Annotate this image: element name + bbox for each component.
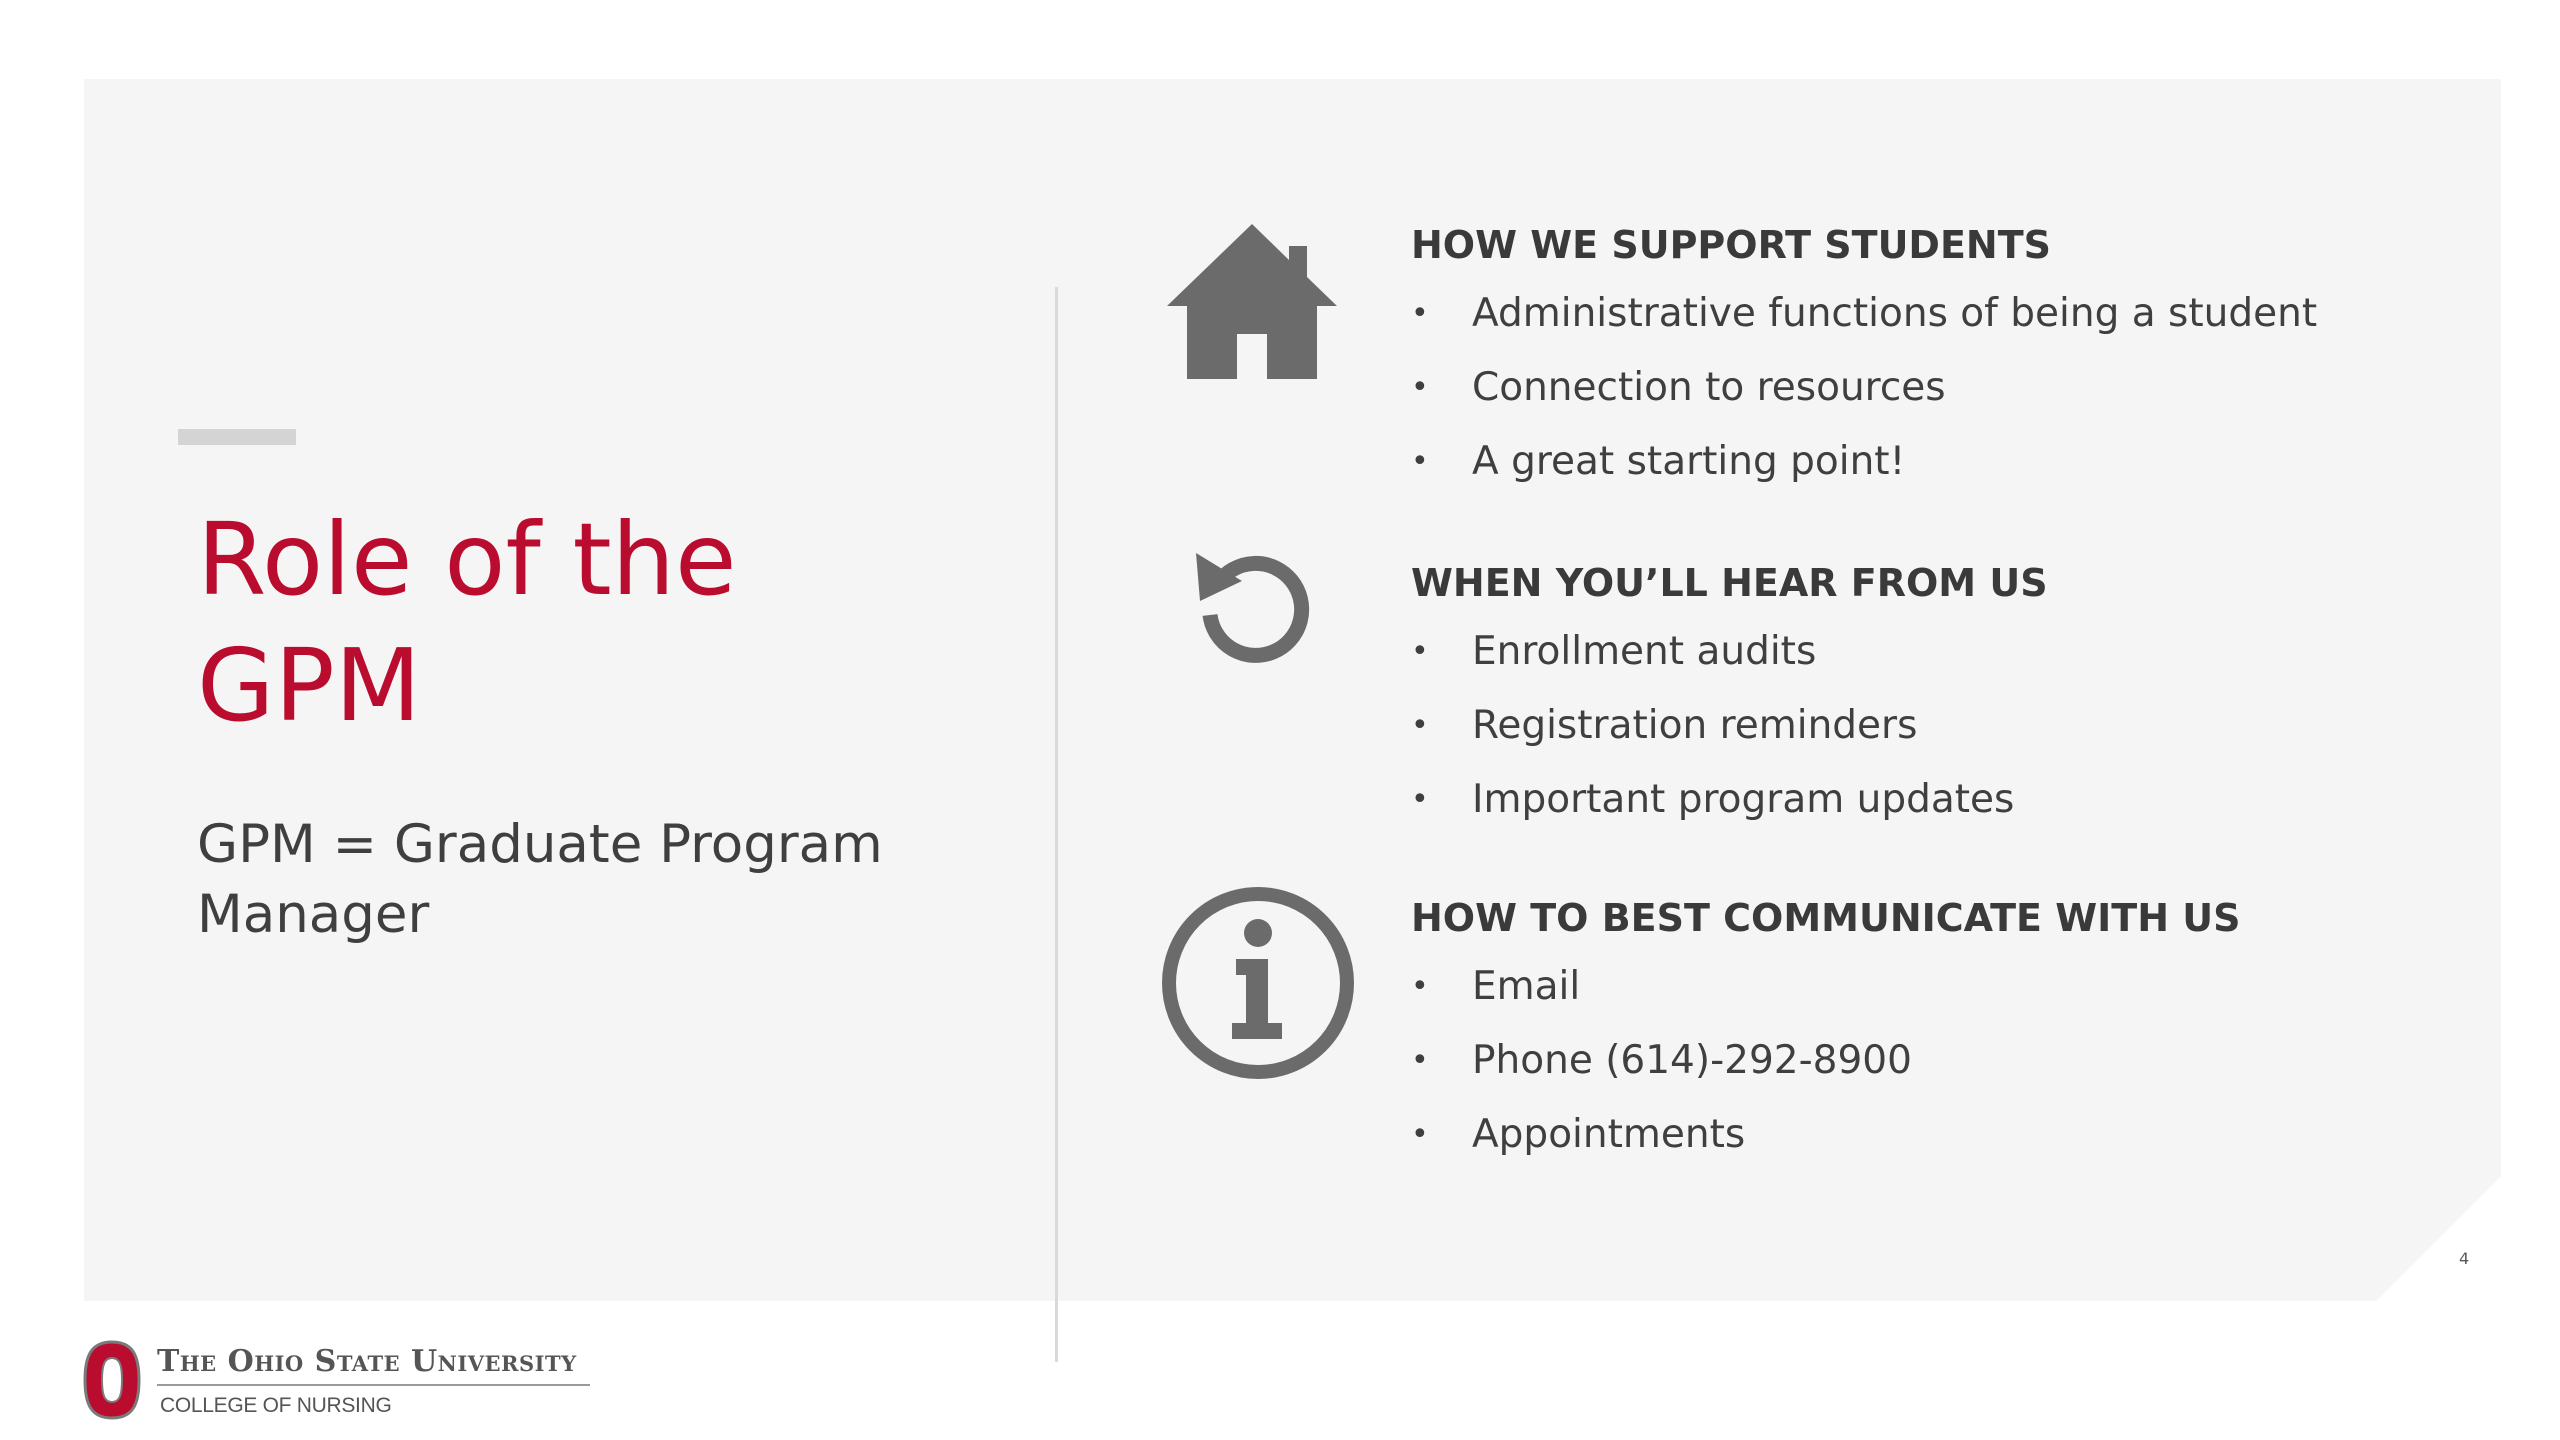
section-heading: HOW WE SUPPORT STUDENTS <box>1411 223 2052 267</box>
bullet-dot: • <box>1411 969 1429 1004</box>
bullet-text: Administrative functions of being a student <box>1472 291 2318 336</box>
bullet-dot: • <box>1411 444 1429 479</box>
info-icon <box>1160 885 1356 1081</box>
bullet-dot: • <box>1411 296 1429 331</box>
college-name: COLLEGE OF NURSING <box>160 1394 392 1417</box>
section-heading: WHEN YOU’LL HEAR FROM US <box>1411 561 2048 605</box>
bullet-dot: • <box>1411 1043 1429 1078</box>
accent-bar <box>178 429 296 445</box>
slide-subtitle: GPM = Graduate Program Manager <box>197 814 883 945</box>
bullet-dot: • <box>1411 782 1429 817</box>
bullet-dot: • <box>1411 708 1429 743</box>
bullet-dot: • <box>1411 634 1429 669</box>
column-divider <box>1055 287 1058 1362</box>
bullet-dot: • <box>1411 1117 1429 1152</box>
bullet-text: Connection to resources <box>1472 365 1946 410</box>
refresh-icon <box>1194 543 1314 665</box>
block-o-logo-icon <box>83 1340 141 1420</box>
bullet-dot: • <box>1411 370 1429 405</box>
slide-panel <box>84 79 2501 1301</box>
section-heading: HOW TO BEST COMMUNICATE WITH US <box>1411 896 2241 940</box>
slide-corner-cut <box>2376 1176 2501 1301</box>
page-number: 4 <box>2459 1249 2470 1268</box>
bullet-text: Registration reminders <box>1472 703 1918 748</box>
bullet-text: Important program updates <box>1472 777 2015 822</box>
bullet-text: Email <box>1472 964 1581 1009</box>
university-name: The Ohio State University <box>157 1344 577 1379</box>
bullet-text: Enrollment audits <box>1472 629 1817 674</box>
slide-title: Role of the GPM <box>197 501 737 744</box>
bullet-text: Appointments <box>1472 1112 1746 1157</box>
bullet-text: Phone (614)-292-8900 <box>1472 1038 1912 1083</box>
bullet-text: A great starting point! <box>1472 439 1906 484</box>
logo-rule <box>157 1384 590 1386</box>
home-icon <box>1167 224 1337 379</box>
university-logo <box>83 1340 603 1422</box>
